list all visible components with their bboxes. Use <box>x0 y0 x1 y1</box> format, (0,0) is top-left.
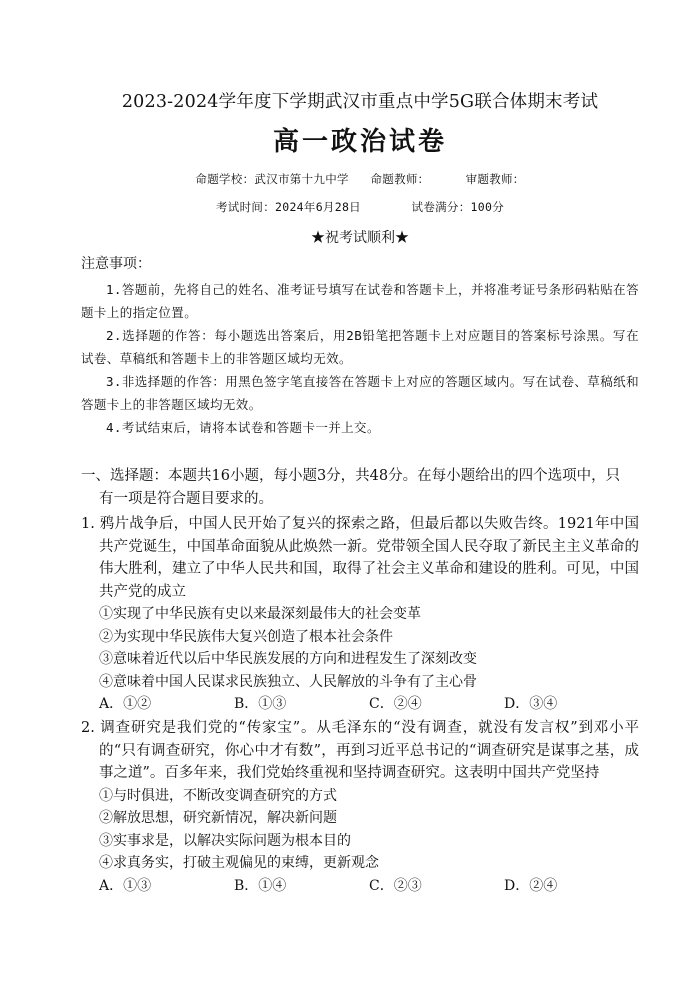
answer-choices <box>81 875 639 898</box>
choice-a: A．①② <box>99 696 152 712</box>
statement-option: ④求真务实，打破主观偏见的束缚，更新观念 <box>99 855 379 871</box>
note-item: 2.选择题的作答：每小题选出答案后，用2B铅笔把答题卡上对应题目的答案标号涂黑。写在试卷、草稿纸和答题卡上的非答题区域均无效。 <box>81 328 639 366</box>
choice-a: A．①③ <box>99 877 152 894</box>
author-info: 命题学校：武汉市第十九中学 命题教师： 审题教师： <box>195 172 525 186</box>
exam-title: 2023-2024学年度下学期武汉市重点中学5G联合体期末考试 <box>121 92 599 112</box>
statement-option: ②解放思想，研究新情况，解决新问题 <box>99 810 337 826</box>
statement-option: ③实事求是，以解决实际问题为根本目的 <box>99 832 351 849</box>
statement-option: ④意味着中国人民谋求民族独立、人民解放的斗争有了主心骨 <box>99 673 477 690</box>
statement-option: ①实现了中华民族有史以来最深刻最伟大的社会变革 <box>99 606 421 622</box>
choice-d: D．③④ <box>504 696 558 712</box>
blessing-text: ★祝考试顺利★ <box>311 230 409 246</box>
section-heading-line1: 一、选择题：本题共16小题，每小题3分，共48分。在每小题给出的四个选项中，只 <box>81 468 621 484</box>
section-heading <box>81 465 639 511</box>
statement-option: ③意味着近代以后中华民族发展的方向和进程发生了深刻改变 <box>99 651 477 667</box>
question-stem: 2. 调查研究是我们党的“传家宝”。从毛泽东的“没有调查，就没有发言权”到邓小平的“只有调查研究，你心中才有数”，再到习近平总书记的“调查研究是谋事之基，成事之道”。百多年来，我们党始终重视和坚持调查研究。这表明中国共产党坚持 <box>81 720 639 781</box>
question-1 <box>81 513 639 716</box>
exam-time-info: 考试时间：2024年6月28日 试卷满分：100分 <box>216 200 504 214</box>
answer-choices <box>81 693 639 716</box>
choice-c: C．②③ <box>369 877 422 894</box>
statement-option: ①与时俱进，不断改变调查研究的方式 <box>99 787 337 804</box>
question-2 <box>81 717 639 898</box>
notes-title: 注意事项： <box>81 256 151 272</box>
choice-b: B．①④ <box>234 877 287 894</box>
note-item: 4.考试结束后，请将本试卷和答题卡一并上交。 <box>106 420 380 435</box>
note-item: 1.答题前，先将自己的姓名、准考证号填写在试卷和答题卡上，并将准考证号条形码粘贴在答题卡上的指定位置。 <box>81 282 639 320</box>
subject-title: 高一政治试卷 <box>272 127 447 157</box>
choice-d: D．②④ <box>504 877 558 894</box>
statement-option: ②为实现中华民族伟大复兴创造了根本社会条件 <box>99 628 393 645</box>
note-item: 3.非选择题的作答：用黑色签字笔直接答在答题卡上对应的答题区域内。写在试卷、草稿纸和答题卡上的非答题区域均无效。 <box>81 374 639 412</box>
question-stem: 1. 鸦片战争后，中国人民开始了复兴的探索之路，但最后都以失败告终。1921年中国共产党诞生，中国革命面貌从此焕然一新。党带领全国人民夺取了新民主主义革命的伟大胜利，建立了中华人民共和国，取得了社会主义革命和建设的胜利。可见，中国共产党的成立 <box>81 516 639 600</box>
choice-b: B．①③ <box>234 696 287 712</box>
choice-c: C．②④ <box>369 696 422 712</box>
section-heading-line2: 有一项是符合题目要求的。 <box>99 491 273 507</box>
